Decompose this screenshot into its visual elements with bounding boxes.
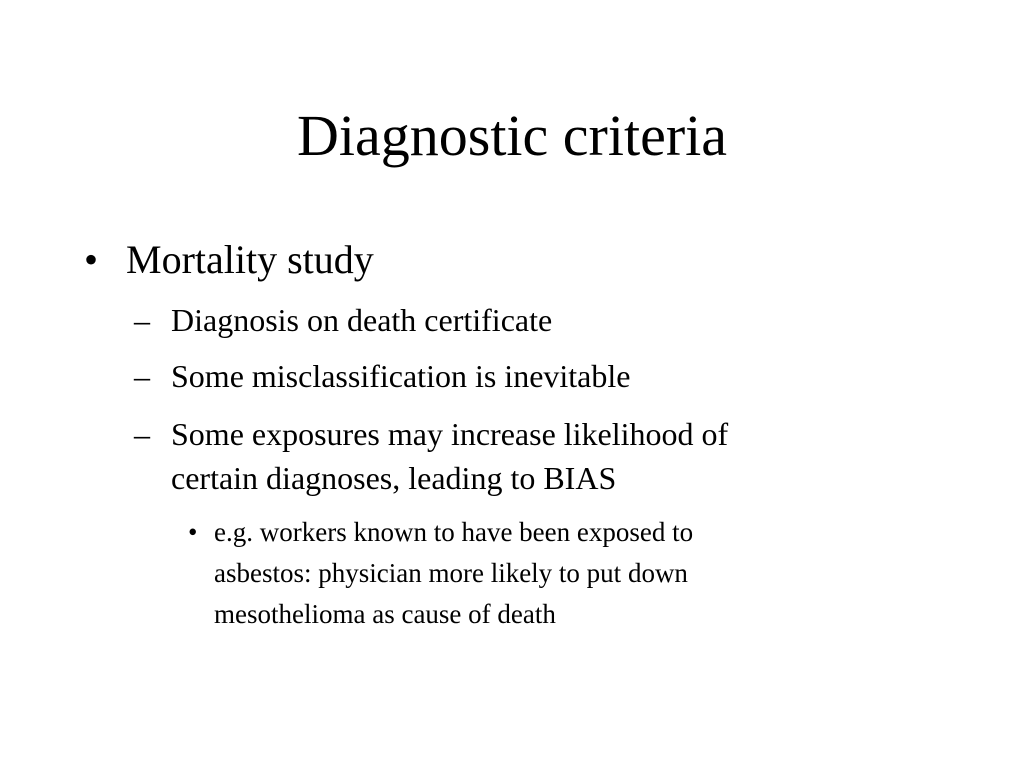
slide-title: Diagnostic criteria	[297, 103, 727, 168]
dash-icon: –	[134, 302, 150, 338]
bullet-icon: •	[84, 237, 99, 282]
sub-item-exposures	[0, 414, 1024, 494]
bullet-item-mortality-study	[0, 236, 1024, 284]
sub-item-text-line-2: certain diagnoses, leading to BIAS	[171, 460, 617, 496]
sub-sub-item-text-line-2: asbestos: physician more likely to put down	[214, 558, 688, 588]
bullet-icon: •	[188, 517, 198, 547]
dash-icon: –	[134, 358, 150, 394]
sub-item-text-line-1: Some exposures may increase likelihood of	[171, 416, 729, 452]
sub-item-text: Diagnosis on death certificate	[171, 302, 553, 338]
sub-sub-item-text-line-3: mesothelioma as cause of death	[214, 599, 556, 629]
sub-sub-item-text-line-1: e.g. workers known to have been exposed to	[214, 517, 694, 547]
sub-item-misclassification	[0, 356, 1024, 396]
sub-item-text: Some misclassification is inevitable	[171, 358, 631, 394]
bullet-text: Mortality study	[126, 237, 374, 282]
sub-item-diagnosis	[0, 300, 1024, 340]
sub-sub-item-example	[0, 514, 1024, 630]
dash-icon: –	[134, 416, 150, 452]
